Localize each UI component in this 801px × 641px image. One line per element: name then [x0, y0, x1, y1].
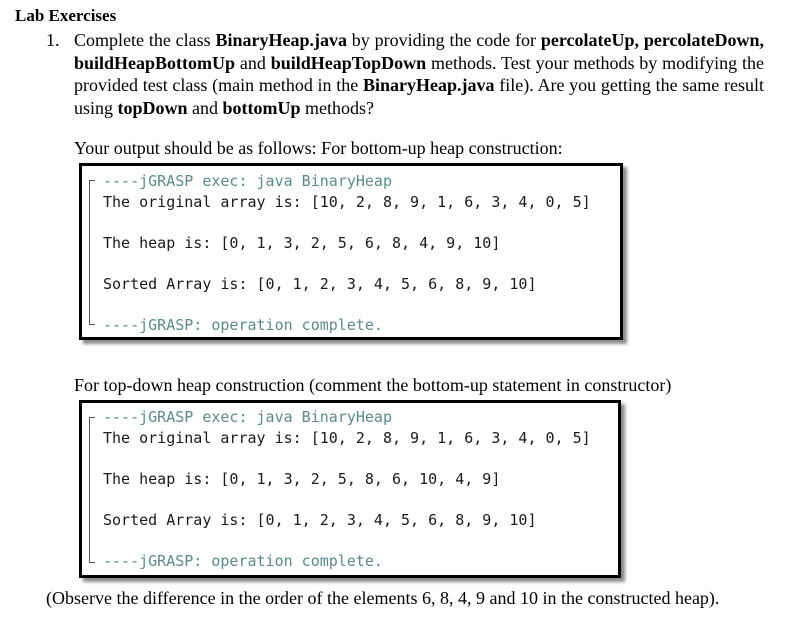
console-complete-line: ----jGRASP: operation complete.: [103, 316, 383, 334]
console-exec-line: ----jGRASP exec: java BinaryHeap: [103, 172, 392, 190]
console-complete-line: ----jGRASP: operation complete.: [103, 552, 383, 570]
top-down-caption: For top-down heap construction (comment the bottom-up statement in constructor): [74, 375, 672, 395]
exercise-instructions: Complete the class BinaryHeap.java by providing the code for percolateUp, percolateDown, buildHeapBottomUp and buildHeapTopDown methods. Test your methods by modifying the provided test class (main method in the BinaryHeap.java file). Are you getting the same result using topDown and bottomUp methods?: [74, 30, 765, 118]
console-bracket: [89, 417, 95, 563]
console-sorted-array: Sorted Array is: [0, 1, 2, 3, 4, 5, 6, 8, 9, 10]: [103, 275, 537, 293]
console-sorted-array: Sorted Array is: [0, 1, 2, 3, 4, 5, 6, 8, 9, 10]: [103, 511, 537, 529]
console-exec-line: ----jGRASP exec: java BinaryHeap: [103, 408, 392, 426]
bottom-up-caption: Your output should be as follows: For bottom-up heap construction:: [74, 138, 563, 158]
bottom-up-console-output: [79, 163, 623, 340]
console-heap: The heap is: [0, 1, 3, 2, 5, 6, 8, 4, 9, 10]: [103, 234, 501, 252]
console-bracket: [89, 180, 95, 325]
observation-note: (Observe the difference in the order of the elements 6, 8, 4, 9 and 10 in the constructed heap).: [46, 588, 720, 608]
console-heap: The heap is: [0, 1, 3, 2, 5, 8, 6, 10, 4, 9]: [103, 470, 501, 488]
list-item-number: 1.: [46, 30, 60, 50]
console-original-array: The original array is: [10, 2, 8, 9, 1, 6, 3, 4, 0, 5]: [103, 429, 591, 447]
console-original-array: The original array is: [10, 2, 8, 9, 1, 6, 3, 4, 0, 5]: [103, 193, 591, 211]
top-down-console-output: [79, 400, 621, 578]
section-heading: Lab Exercises: [15, 6, 117, 25]
